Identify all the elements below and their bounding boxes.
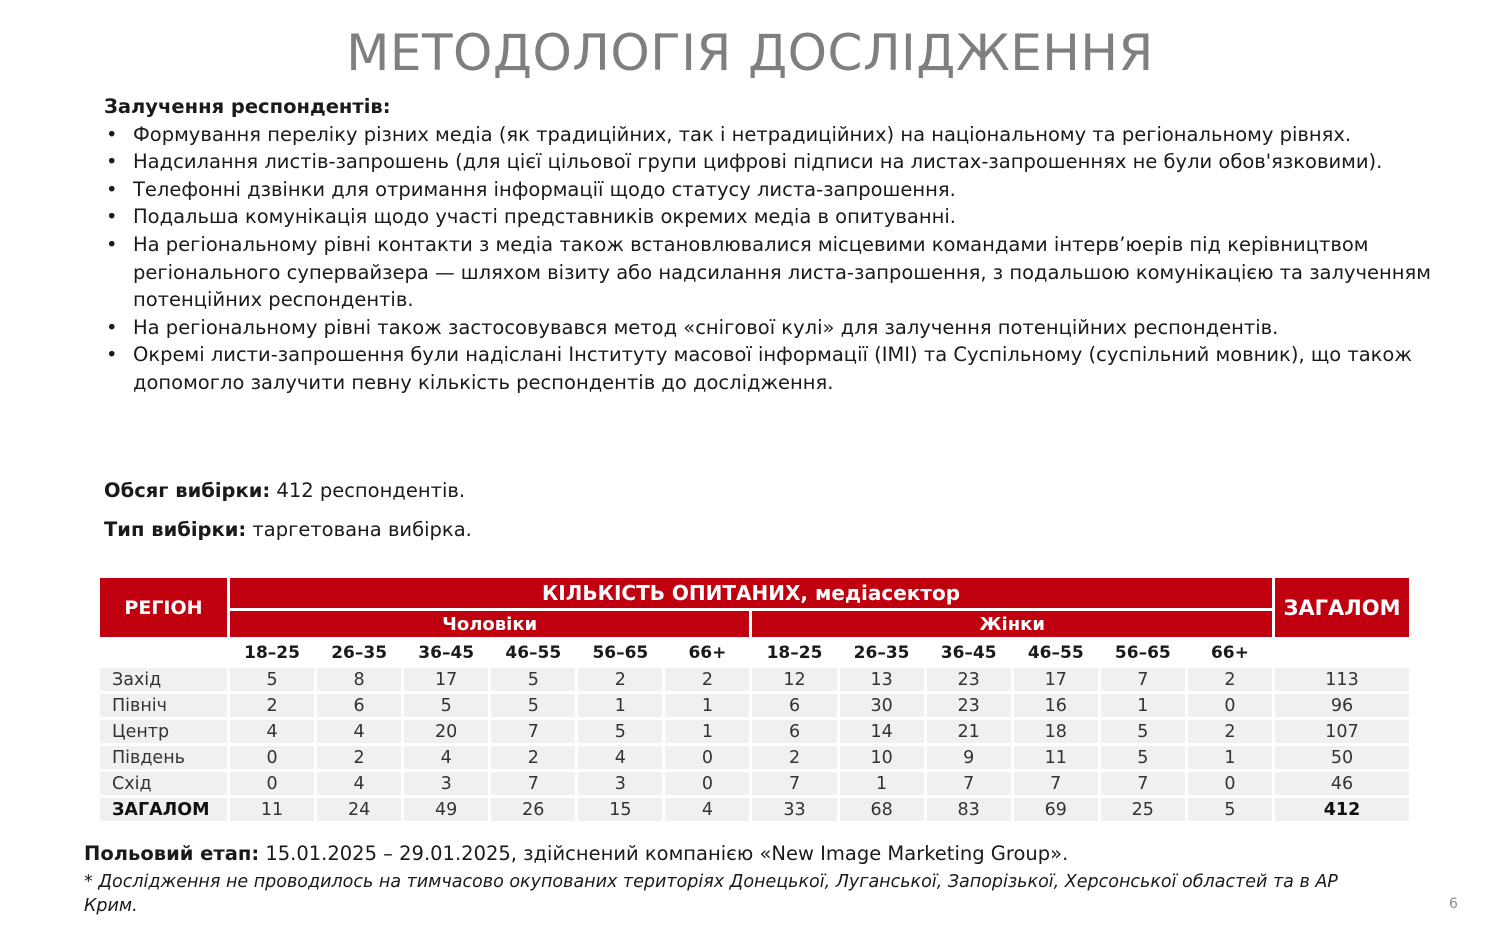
- table-row: [100, 694, 1409, 717]
- footnote: * Дослідження не проводилось на тимчасово окупованих територіях Донецької, Луганської, Запорізької, Херсонської областей та в АР Крим.: [84, 872, 1338, 916]
- table-cell: 5: [491, 668, 575, 691]
- table-cell: 23: [927, 694, 1011, 717]
- region-name: Південь: [100, 746, 227, 769]
- table-cell: 5: [491, 694, 575, 717]
- age-header: 66+: [688, 642, 727, 663]
- table-cell: 0: [665, 746, 749, 769]
- age-header: 56–65: [1114, 642, 1171, 663]
- total-cell: 69: [1014, 798, 1098, 821]
- table-cell: 1: [840, 772, 924, 795]
- table-cell: 3: [578, 772, 662, 795]
- table-cell: 0: [230, 772, 314, 795]
- table-cell: 4: [317, 772, 401, 795]
- field-stage: [84, 842, 1068, 865]
- bullet-icon: •: [106, 177, 118, 201]
- region-header: РЕГІОН: [100, 578, 227, 637]
- field-stage-label: Польовий етап:: [84, 842, 260, 865]
- table-cell: 6: [752, 694, 836, 717]
- table-cell: 6: [317, 694, 401, 717]
- table-cell: 1: [1101, 694, 1185, 717]
- table-cell: 4: [578, 746, 662, 769]
- table-cell: 17: [1014, 668, 1098, 691]
- total-cell: 68: [840, 798, 924, 821]
- table-cell: 30: [840, 694, 924, 717]
- total-header: ЗАГАЛОМ: [1275, 578, 1409, 637]
- table-cell: 7: [491, 720, 575, 743]
- table-cell: 6: [752, 720, 836, 743]
- table-cell: 14: [840, 720, 924, 743]
- table-cell: 7: [927, 772, 1011, 795]
- sample-type: [104, 518, 472, 541]
- region-name: Схід: [100, 772, 227, 795]
- bullet-icon: •: [106, 205, 118, 229]
- women-header: Жінки: [752, 611, 1272, 637]
- total-cell: 11: [230, 798, 314, 821]
- total-cell: 4: [665, 798, 749, 821]
- table-cell: 7: [491, 772, 575, 795]
- table-cell: 9: [927, 746, 1011, 769]
- totals-label: ЗАГАЛОМ: [100, 798, 227, 821]
- row-total: 46: [1275, 772, 1409, 795]
- age-header: 18–25: [244, 642, 300, 663]
- table-cell: 2: [491, 746, 575, 769]
- table-cell: 5: [578, 720, 662, 743]
- table-cell: 7: [752, 772, 836, 795]
- page-number: 6: [1449, 896, 1458, 912]
- age-header: 36–45: [940, 642, 997, 663]
- recruitment-heading: Залучення респондентів:: [104, 95, 391, 118]
- total-cell: 49: [404, 798, 488, 821]
- table-row: [100, 772, 1409, 795]
- recruitment-item: • Формування переліку різних медіа (як традиційних, так і нетрадиційних) на національному та регіональному рівнях.: [104, 121, 1469, 149]
- table-cell: 2: [578, 668, 662, 691]
- table-cell: 23: [927, 668, 1011, 691]
- recruitment-item: • Надсилання листів-запрошень (для цієї цільової групи цифрові підписи на листах-запрошеннях не були обов'язковими).: [104, 148, 1469, 176]
- table-cell: 16: [1014, 694, 1098, 717]
- region-name: Північ: [100, 694, 227, 717]
- table-row: [100, 746, 1409, 769]
- table-cell: 3: [404, 772, 488, 795]
- table-cell: 5: [1101, 720, 1185, 743]
- age-header: 36–45: [418, 642, 475, 663]
- field-stage-value: 15.01.2025 – 29.01.2025, здійснений компанією «New Image Marketing Group».: [259, 842, 1069, 865]
- table-cell: 18: [1014, 720, 1098, 743]
- recruitment-item: • На регіональному рівні також застосовувався метод «снігової кулі» для залучення потенційних респондентів.: [104, 314, 1469, 342]
- count-header: КІЛЬКІСТЬ ОПИТАНИХ, медіасектор: [230, 578, 1272, 608]
- region-name: Захід: [100, 668, 227, 691]
- total-cell: 26: [491, 798, 575, 821]
- row-total: 107: [1275, 720, 1409, 743]
- bullet-icon: •: [106, 122, 118, 146]
- bullet-icon: •: [106, 150, 118, 174]
- bullet-icon: •: [106, 315, 118, 339]
- row-total: 113: [1275, 668, 1409, 691]
- table-cell: 11: [1014, 746, 1098, 769]
- men-header: Чоловіки: [230, 611, 749, 637]
- table-cell: 0: [665, 772, 749, 795]
- row-total: 96: [1275, 694, 1409, 717]
- sample-size: [104, 479, 465, 502]
- table-cell: 5: [1101, 746, 1185, 769]
- table-cell: 10: [840, 746, 924, 769]
- table-cell: 4: [317, 720, 401, 743]
- table-cell: 1: [1188, 746, 1272, 769]
- age-header: 66+: [1210, 642, 1249, 663]
- recruitment-section: [104, 93, 1469, 397]
- age-header: 18–25: [766, 642, 823, 663]
- sample-size-label: Обсяг вибірки:: [104, 479, 271, 502]
- table-cell: 2: [230, 694, 314, 717]
- table-cell: 12: [752, 668, 836, 691]
- table-cell: 20: [404, 720, 488, 743]
- age-header: 56–65: [592, 642, 649, 663]
- grand-total: 412: [1275, 798, 1409, 821]
- totals-row: [100, 798, 1409, 821]
- table-cell: 1: [665, 694, 749, 717]
- table-cell: 17: [404, 668, 488, 691]
- age-header: 26–35: [853, 642, 910, 663]
- age-header: 46–55: [1027, 642, 1084, 663]
- respondents-table: [97, 575, 1412, 824]
- table-cell: 7: [1101, 772, 1185, 795]
- table-cell: 2: [665, 668, 749, 691]
- total-cell: 15: [578, 798, 662, 821]
- table-cell: 1: [665, 720, 749, 743]
- table-cell: 0: [230, 746, 314, 769]
- page-title: МЕТОДОЛОГІЯ ДОСЛІДЖЕННЯ: [346, 24, 1154, 82]
- table-cell: 5: [404, 694, 488, 717]
- age-row: [100, 640, 1409, 665]
- bullet-icon: •: [106, 343, 118, 367]
- table-cell: 7: [1014, 772, 1098, 795]
- table-cell: 7: [1101, 668, 1185, 691]
- age-header: 46–55: [505, 642, 562, 663]
- bullet-icon: •: [106, 232, 118, 256]
- sample-type-label: Тип вибірки:: [104, 518, 247, 541]
- table-cell: 1: [578, 694, 662, 717]
- sample-size-value: 412 респондентів.: [270, 479, 466, 502]
- total-cell: 24: [317, 798, 401, 821]
- table-cell: 2: [1188, 720, 1272, 743]
- region-name: Центр: [100, 720, 227, 743]
- table-cell: 21: [927, 720, 1011, 743]
- table-cell: 13: [840, 668, 924, 691]
- recruitment-item: • Подальша комунікація щодо участі представників окремих медіа в опитуванні.: [104, 203, 1469, 231]
- table-cell: 5: [230, 668, 314, 691]
- table-cell: 2: [317, 746, 401, 769]
- recruitment-list: [104, 121, 1469, 397]
- sample-type-value: таргетована вибірка.: [246, 518, 472, 541]
- total-cell: 5: [1188, 798, 1272, 821]
- table-cell: 0: [1188, 772, 1272, 795]
- recruitment-item: • Телефонні дзвінки для отримання інформації щодо статусу листа-запрошення.: [104, 176, 1469, 204]
- total-cell: 33: [752, 798, 836, 821]
- table-cell: 0: [1188, 694, 1272, 717]
- table-cell: 2: [752, 746, 836, 769]
- row-total: 50: [1275, 746, 1409, 769]
- table-row: [100, 720, 1409, 743]
- total-cell: 25: [1101, 798, 1185, 821]
- total-cell: 83: [927, 798, 1011, 821]
- table-cell: 4: [230, 720, 314, 743]
- table-cell: 8: [317, 668, 401, 691]
- table-row: [100, 668, 1409, 691]
- age-header: 26–35: [331, 642, 388, 663]
- table-cell: 2: [1188, 668, 1272, 691]
- recruitment-item: • На регіональному рівні контакти з медіа також встановлювалися місцевими командами інтерв’юерів під керівництвом регіонального супервайзера — шляхом візиту або надсилання листа-запрошення, з подальшою комунікацією та залученням потенційних респондентів.: [106, 232, 1431, 312]
- table-cell: 4: [404, 746, 488, 769]
- recruitment-item: • Окремі листи-запрошення були надіслані Інституту масової інформації (ІМІ) та Суспільному (суспільний мовник), що також допомогло залучити певну кількість респондентів до дослідження.: [106, 343, 1412, 394]
